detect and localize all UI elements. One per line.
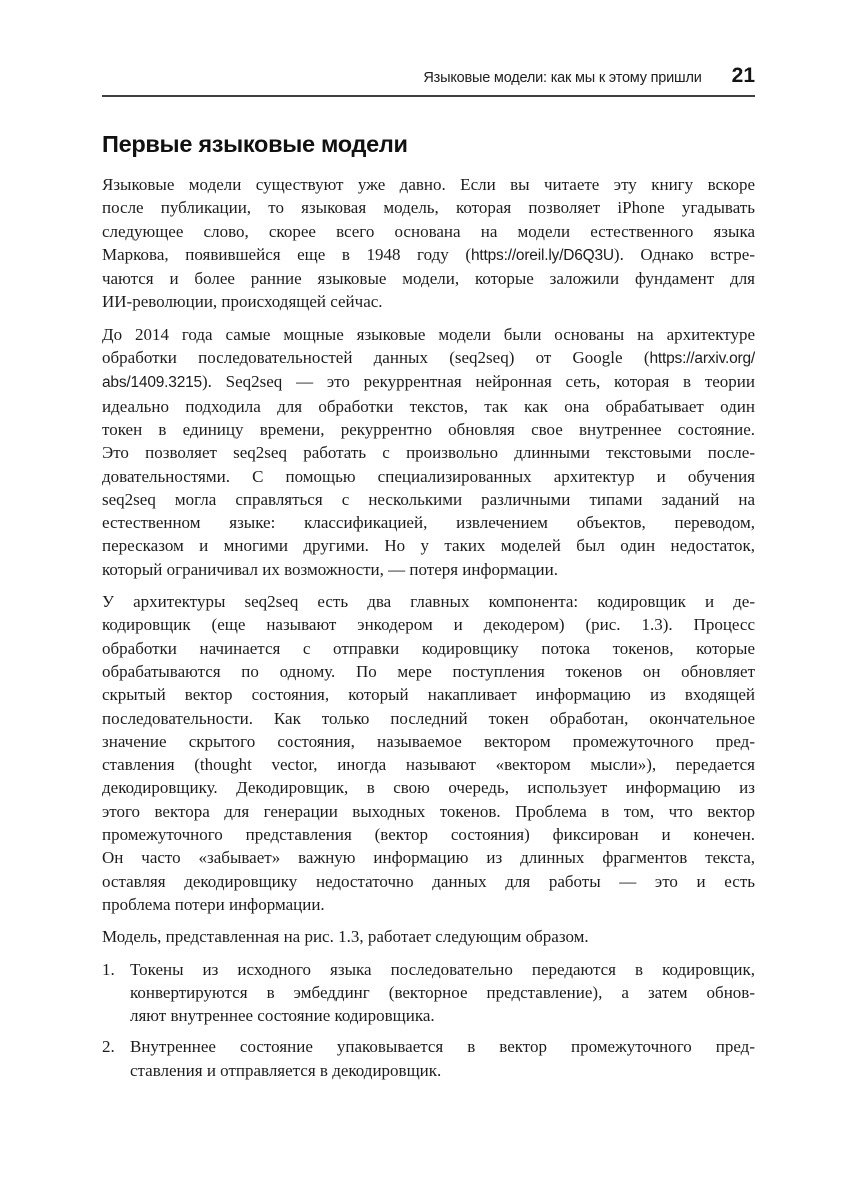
printed-url: https://arxiv.org/ [649, 350, 755, 368]
text-line: последовательности. Как только последний токен обработан, окончательное [102, 708, 755, 728]
text-line: Он часто «забывает» важную информацию из длинных фрагментов текста, [102, 848, 755, 868]
list-item-text [130, 1035, 755, 1082]
page-body [102, 173, 755, 1082]
text-line: До 2014 года самые мощные языковые модели были основаны на архитектуре [102, 324, 755, 344]
text-line: abs/1409.3215). Seq2seq — это рекуррентная нейронная сеть, которая в теории [102, 372, 755, 392]
text-line: пересказом и многими другими. Но у таких моделей был один недостаток, [102, 536, 755, 556]
printed-url: https://oreil.ly/D6Q3U [471, 246, 614, 264]
text-line: скрытый вектор состояния, который накапливает информацию из входящей [102, 685, 755, 705]
text-line: следующее слово, скорее всего основана на модели естественного языка [102, 221, 755, 241]
text-line: Это позволяет seq2seq работать с произвольно длинными текстовыми после- [102, 443, 755, 463]
text-line: обрабатываются по одному. По мере поступления токенов он обновляет [102, 661, 755, 681]
page-number: 21 [731, 64, 755, 87]
text-line: декодировщику. Декодировщик, в свою очередь, использует информацию из [102, 778, 755, 798]
running-header-title: Языковые модели: как мы к этому пришли [423, 70, 702, 86]
text-line: естественном языке: классификацией, извлечением объектов, переводом, [102, 513, 755, 533]
text-line: ставления (thought vector, иногда называют «вектором мысли»), передается [102, 755, 755, 775]
text-line: Токены из исходного языка последовательно передаются в кодировщик, [130, 959, 755, 979]
text-line: после публикации, то языковая модель, которая позволяет iPhone угадывать [102, 198, 755, 218]
text-line: конвертируются в эмбеддинг (векторное представление), а затем обнов- [130, 982, 755, 1002]
text-line: Внутреннее состояние упаковывается в вектор промежуточного пред- [130, 1037, 755, 1057]
text-line: Модель, представленная на рис. 1.3, работает следующим образом. [102, 927, 589, 947]
text-line: кодировщик (еще называют энкодером и декодером) (рис. 1.3). Процесс [102, 615, 755, 635]
text-line: проблема потери информации. [102, 894, 325, 914]
text-line: seq2seq могла справляться с несколькими различными типами заданий на [102, 489, 755, 509]
list-marker: 2. [102, 1037, 115, 1057]
text-line: Маркова, появившейся еще в 1948 году (https://oreil.ly/D6Q3U). Однако встре- [102, 244, 756, 264]
text-line: У архитектуры seq2seq есть два главных компонента: кодировщик и де- [102, 592, 755, 612]
text-line: обработки последовательностей данных (seq2seq) от Google (https://arxiv.org/ [102, 348, 755, 368]
text-line: этого вектора для генерации выходных токенов. Проблема в том, что вектор [102, 801, 755, 821]
paragraph [102, 590, 755, 916]
text-line: оставляя декодировщику недостаточно данных для работы — это и есть [102, 871, 755, 891]
text-line: токен в единицу времени, рекуррентно обновляя свое внутреннее состояние. [102, 419, 755, 439]
header-rule [102, 95, 755, 97]
text-line: значение скрытого состояния, называемое вектором промежуточного пред- [102, 731, 755, 751]
text-line: Языковые модели существуют уже давно. Если вы читаете эту книгу вскоре [102, 175, 755, 194]
text-line: обработки начинается с отправки кодировщику потока токенов, которые [102, 638, 755, 658]
text-line: промежуточного представления (вектор состояния) фиксирован и конечен. [102, 825, 755, 845]
printed-url: abs/1409.3215 [102, 374, 202, 392]
list-item [102, 958, 755, 1028]
list-marker: 1. [102, 959, 115, 979]
running-header [102, 0, 755, 97]
paragraph [102, 323, 755, 581]
text-line: ляют внутреннее состояние кодировщика. [130, 1006, 435, 1026]
text-line: который ограничивал их возможности, — потеря информации. [102, 559, 558, 579]
list-item-text [130, 958, 755, 1028]
text-line: идеально подходила для обработки текстов, так как она обрабатывает один [102, 396, 755, 416]
paragraph [102, 173, 755, 314]
text-line: чаются и более ранние языковые модели, которые заложили фундамент для [102, 269, 755, 289]
paragraph [102, 925, 755, 948]
text-line: довательностями. С помощью специализированных архитектур и обучения [102, 466, 755, 486]
list-item [102, 1035, 755, 1082]
text-line: ИИ-революции, происходящей сейчас. [102, 292, 383, 312]
section-heading: Первые языковые модели [102, 131, 408, 157]
text-line: ставления и отправляется в декодировщик. [130, 1060, 442, 1080]
